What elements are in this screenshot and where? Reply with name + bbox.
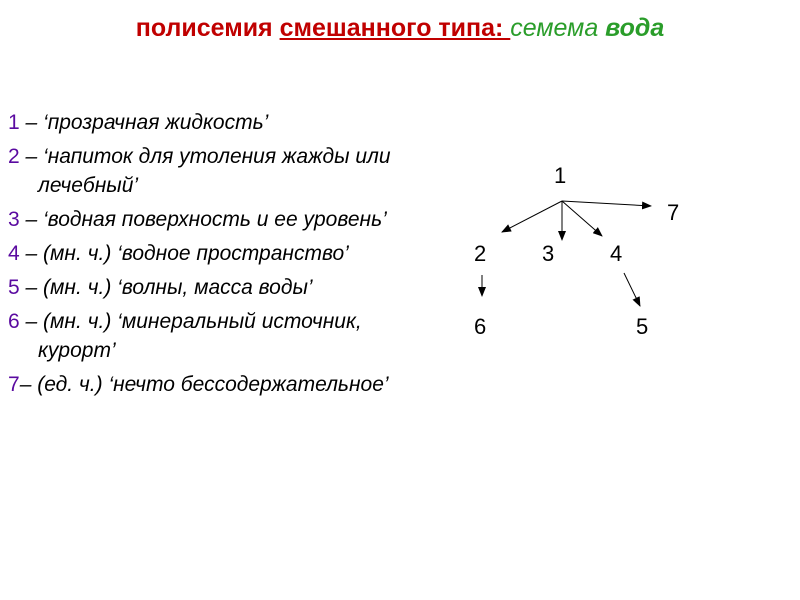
edge-4-to-5 [624,273,640,306]
definition-text: – ‘напиток для утоления жажды или лечебный’ [19,145,391,197]
title-part-polysemy: полисемия [135,14,280,42]
definition-number: 6 [8,310,20,333]
definition-number: 1 [8,111,20,134]
node-5: 5 [636,314,649,339]
title-part-sememe: семема [510,14,606,42]
definition-number: 4 [8,242,20,265]
node-3: 3 [542,241,555,266]
edge-1-to-4 [562,201,602,236]
definition-text: – (ед. ч.) ‘нечто бессодержательное’ [19,373,389,396]
definition-text: – (мн. ч.) ‘водное пространство’ [19,242,349,265]
definition-text: – ‘водная поверхность и ее уровень’ [19,208,387,231]
definition-number: 5 [8,276,20,299]
tree-edges [482,201,651,306]
title-part-mixed-type: смешанного типа: [279,14,511,42]
definition-number: 7 [8,373,20,396]
node-4: 4 [610,241,623,266]
definition-text: – (мн. ч.) ‘волны, масса воды’ [19,276,313,299]
node-2: 2 [474,241,487,266]
edge-1-to-2 [502,201,562,232]
definition-number: 2 [8,145,20,168]
node-7: 7 [667,200,680,225]
node-1: 1 [554,163,567,188]
node-6: 6 [474,314,487,339]
edge-1-to-7 [562,201,651,206]
definition-text: – (мн. ч.) ‘минеральный источник, курорт’ [19,310,362,362]
title-part-water: вода [605,14,665,42]
definition-number: 3 [8,208,20,231]
definition-text: – ‘прозрачная жидкость’ [19,111,269,134]
